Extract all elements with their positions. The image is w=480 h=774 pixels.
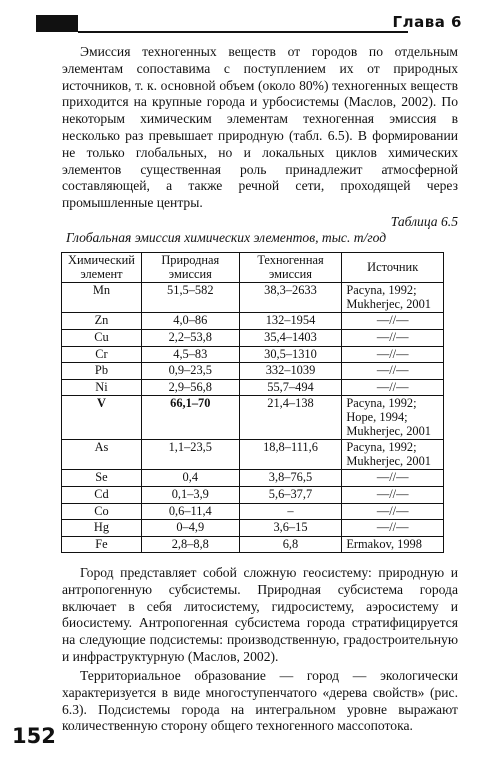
- cell-element: Mn: [62, 283, 142, 313]
- cell-source: Pacyna, 1992; Mukherjec, 2001: [342, 440, 444, 470]
- cell-element: Ni: [62, 379, 142, 396]
- cell-source: —//—: [342, 503, 444, 520]
- cell-natural: 0,9–23,5: [141, 363, 239, 380]
- cell-natural: 2,9–56,8: [141, 379, 239, 396]
- cell-source: —//—: [342, 486, 444, 503]
- table-row: [62, 363, 444, 380]
- table-row: [62, 536, 444, 553]
- table-header-row: [62, 253, 444, 283]
- cell-natural: 4,5–83: [141, 346, 239, 363]
- table-row: [62, 379, 444, 396]
- cell-natural: 0,4: [141, 470, 239, 487]
- page-number: 152: [12, 724, 56, 748]
- cell-natural: 4,0–86: [141, 313, 239, 330]
- header-technogenic: Техногенная эмиссия: [239, 253, 342, 283]
- table-title: Глобальная эмиссия химических элементов, тыс. т/год: [66, 230, 387, 245]
- cell-element: Cd: [62, 486, 142, 503]
- table-row: [62, 313, 444, 330]
- page-header: [36, 13, 462, 33]
- cell-source: —//—: [342, 379, 444, 396]
- cell-element: Zn: [62, 313, 142, 330]
- cell-natural: 2,2–53,8: [141, 329, 239, 346]
- cell-natural: 0,1–3,9: [141, 486, 239, 503]
- cell-technogenic: 332–1039: [239, 363, 342, 380]
- paragraph-territorial: Территориальное образование — город — экологически характеризуется в виде многоступенчатого «дерева свойств» (рис. 6.3). Подсистемы города на интегральном уровне выражают количественную сторону общего техногенного массопотока.: [62, 668, 458, 734]
- table-row: [62, 346, 444, 363]
- cell-technogenic: 38,3–2633: [239, 283, 342, 313]
- cell-element: Hg: [62, 520, 142, 537]
- paragraph-geosystem: Город представляет собой сложную геосистему: природную и антропогенную субсистемы. Природная субсистема города включает в себя литосистему, гидросистему, аэросистему и биосистему. Антропогенная субсистема города стратифицируется на следующие подсистемы: производственную, градостроительную и инфраструктурную (Маслов, 2002).: [62, 565, 458, 664]
- header-element: Химический элемент: [62, 253, 142, 283]
- cell-natural: 51,5–582: [141, 283, 239, 313]
- table-row: [62, 329, 444, 346]
- cell-natural: 0–4,9: [141, 520, 239, 537]
- cell-natural: 0,6–11,4: [141, 503, 239, 520]
- cell-source: —//—: [342, 346, 444, 363]
- header-rule: [78, 31, 408, 33]
- table-row: [62, 520, 444, 537]
- cell-source: Pacyna, 1992; Mukherjec, 2001: [342, 283, 444, 313]
- cell-technogenic: 21,4–138: [239, 396, 342, 440]
- table-row: [62, 440, 444, 470]
- header-natural: Природная эмиссия: [141, 253, 239, 283]
- cell-element: Pb: [62, 363, 142, 380]
- cell-technogenic: 55,7–494: [239, 379, 342, 396]
- header-black-block: [36, 15, 78, 32]
- cell-source: —//—: [342, 363, 444, 380]
- cell-technogenic: 3,8–76,5: [239, 470, 342, 487]
- cell-natural: 66,1–70: [141, 396, 239, 440]
- cell-natural: 1,1–23,5: [141, 440, 239, 470]
- cell-technogenic: 6,8: [239, 536, 342, 553]
- cell-technogenic: –: [239, 503, 342, 520]
- cell-natural: 2,8–8,8: [141, 536, 239, 553]
- cell-source: —//—: [342, 520, 444, 537]
- cell-element: Co: [62, 503, 142, 520]
- cell-technogenic: 5,6–37,7: [239, 486, 342, 503]
- chapter-title: Глава 6: [392, 13, 462, 31]
- table-row: [62, 503, 444, 520]
- paragraph-emission: Эмиссия техногенных веществ от городов по отдельным элементам сопоставима с поступлением их от природных источников, т. к. основной объем (около 80%) техногенных веществ приходится на крупные города и урбосистемы (Маслов, 2002). По некоторым химическим элементам техногенная эмиссия в несколько раз превышает природную (табл. 6.5). В формировании не только глобальных, но и локальных циклов химических элементов существенная роль принадлежит атмосферной составляющей, а также речной сети, проходящей через промышленные центры.: [62, 44, 458, 211]
- table-row: [62, 396, 444, 440]
- table-number: Таблица 6.5: [390, 214, 458, 229]
- cell-element: Cu: [62, 329, 142, 346]
- cell-technogenic: 35,4–1403: [239, 329, 342, 346]
- table-row: [62, 486, 444, 503]
- cell-source: Ermakov, 1998: [342, 536, 444, 553]
- cell-technogenic: 132–1954: [239, 313, 342, 330]
- table-row: [62, 470, 444, 487]
- table-row: [62, 283, 444, 313]
- cell-technogenic: 3,6–15: [239, 520, 342, 537]
- cell-technogenic: 18,8–111,6: [239, 440, 342, 470]
- cell-source: —//—: [342, 313, 444, 330]
- cell-source: —//—: [342, 470, 444, 487]
- cell-source: Pacyna, 1992; Hope, 1994; Mukherjec, 2001: [342, 396, 444, 440]
- cell-technogenic: 30,5–1310: [239, 346, 342, 363]
- cell-element: As: [62, 440, 142, 470]
- cell-element: Se: [62, 470, 142, 487]
- cell-element: Fe: [62, 536, 142, 553]
- cell-source: —//—: [342, 329, 444, 346]
- cell-element: V: [62, 396, 142, 440]
- emission-table: [61, 252, 444, 553]
- header-source: Источник: [342, 253, 444, 283]
- cell-element: Cr: [62, 346, 142, 363]
